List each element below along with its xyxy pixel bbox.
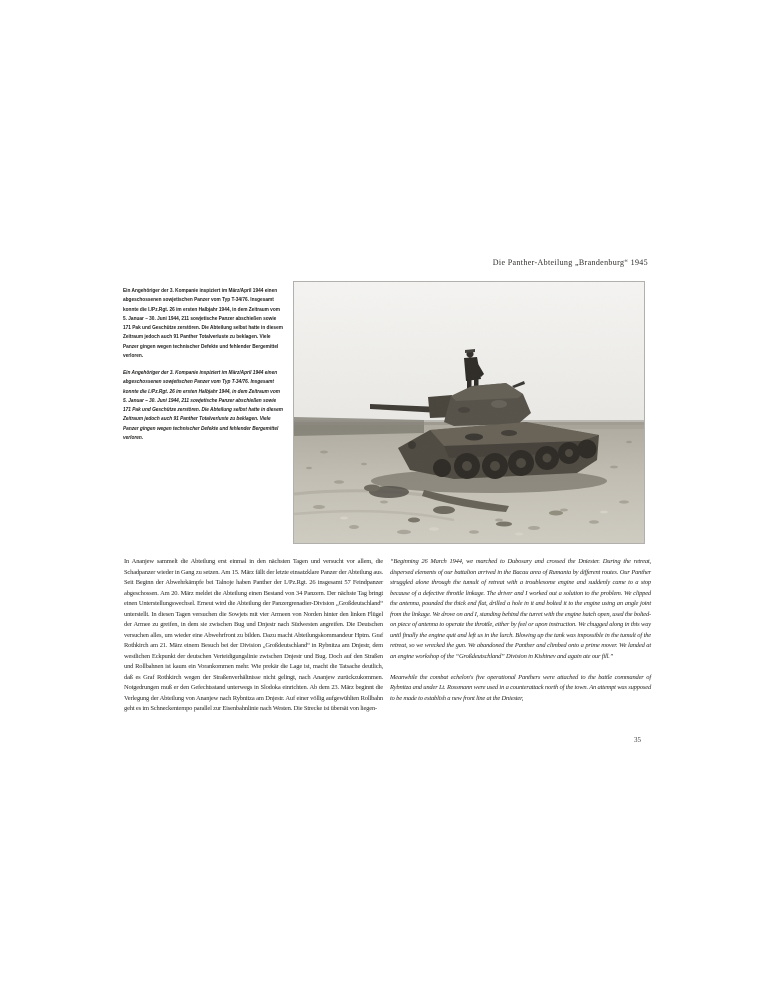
- photo-destroyed-t34: [293, 281, 645, 544]
- running-header: Die Panther-Abteilung „Brandenburg“ 1945: [492, 258, 648, 267]
- photo-caption-german-italic: Ein Angehöriger der 3. Kompanie inspiziert im März/April 1944 einen abgeschossenen sowjetischen Panzer vom Typ T-34/76. Insgesamt konnte die I./Pz.Rgt. 26 im ersten Halbjahr 1944, in dem Zeitraum vom 5. Januar – 30. Juni 1944, 211 sowjetische Panzer abschießen sowie 171 Pak und Geschütze zerstören. Die Abteilung selbst hatte in diesem Zeitraum jedoch auch 91 Panther Totalverluste zu beklagen. Viele Panzer gingen wegen technischer Defekte und fehlender Bergemittel verloren.: [123, 370, 283, 442]
- german-paragraph: In Ananjew sammelt die Abteilung erst einmal in den nächsten Tagen und versucht vor allem, die Schadpanzer wieder in Gang zu setzen. Am 15. März fällt der letzte einsatzklare Panzer der Abteilung aus. Seit Beginn der Abwehrkämpfe bei Talnoje haben Panther der I./Pz.Rgt. 26 insgesamt 57 Feindpanzer abgeschossen. Am 20. März meldet die Abteilung einen Bestand von 34 Panzern. Der nächste Tag bringt einen Unterstellungswechsel. Erneut wird die Abteilung der Panzergrenadier-Division „Großdeutschland“ unterstellt. In diesen Tagen versuchen die Sowjets mit vier Armeen von Norden hinter den linken Flügel der Armee zu greifen, in dem sie zwischen Bug und Dnjestr nach Südwesten angreifen. Die Deutschen versuchen alles, um wieder eine Abwehrfront zu bilden. Dazu macht Abteilungskommandeur Hptm. Graf Rothkirch am 21. März einem Besuch bei der Division „Großdeutschland“ in Rybnitza am Dnjestr, dem westlichen Eckpunkt der deutschen Verteidigungslinie zwischen Dnjestr und Bug. Doch auf den Straßen und Rollbahnen ist kaum ein Vorankommen mehr. Wie prekär die Lage ist, macht die Tatsache deutlich, daß es Graf Rothkirch wegen der Straßenverhältnisse nicht gelingt, nach Ananjew zurückzukommen. Notgedrungen muß er den Gefechtsstand unterwegs in Slodoka einrichten. Ab dem 23. März beginnt die Verlegung der Abteilung von Ananjew nach Rybnitza am Dnjestr. Auf einer völlig aufgewühlten Rollbahn geht es im Schneckentempo parallel zur Eisenbahnlinie nach Westen. Die Strecke ist übersät von liegen-: [124, 558, 383, 712]
- english-quote-paragraph: “Beginning 26 March 1944, we marched to Dubosary and crossed the Dniester. During the retreat, dispersed elements of our battalion arrived in the Bacau area of Rumania by different routes. Our Panther struggled alone through the tumult of retreat with a troublesome engine and suddenly came to a stop because of a defective throttle linkage. The driver and I worked out a solution to the problem. We clipped the antenna, pounded the thick end flat, drilled a hole in it and bolted it to the engine using an angle joint from the linkage. We drove on and I, standing behind the turret with the engine hatch open, used the bolted-on piece of antenna to operate the throttle, either by feel or upon instruction. We chugged along in this way until finally the engine quit and left us in the lurch. Blowing up the tank was impossible in the tumult of the retreat, so we wrecked the gun. We abandoned the Panther and climbed onto a prime mover. We landed at an engine workshop of the “Großdeutschland” Division in Kishinev and again ate our fill.”: [390, 558, 651, 660]
- photo-illustration: [294, 282, 644, 543]
- photo-caption-german: Ein Angehöriger der 3. Kompanie inspiziert im März/April 1944 einen abgeschossenen sowjetischen Panzer vom Typ T-34/76. Insgesamt konnte die I./Pz.Rgt. 26 im ersten Halbjahr 1944, in dem Zeitraum vom 5. Januar – 30. Juni 1944, 211 sowjetische Panzer abschießen sowie 171 Pak und Geschütze zerstören. Die Abteilung selbst hatte in diesem Zeitraum jedoch auch 91 Panther Totalverluste zu beklagen. Viele Panzer gingen wegen technischer Defekte und fehlender Bergemittel verloren.: [123, 288, 283, 360]
- body-column-german: [124, 557, 383, 715]
- body-column-english: [390, 557, 651, 704]
- page-number: 35: [634, 736, 641, 744]
- english-continuation-paragraph: Meanwhile the combat echelon's five operational Panthers were attached to the battle commander of Rybnitza and under Lt. Rossmann were used in a counterattack north of the town. An attempt was supposed to be made to establish a new front line at the Dniester,: [390, 673, 652, 702]
